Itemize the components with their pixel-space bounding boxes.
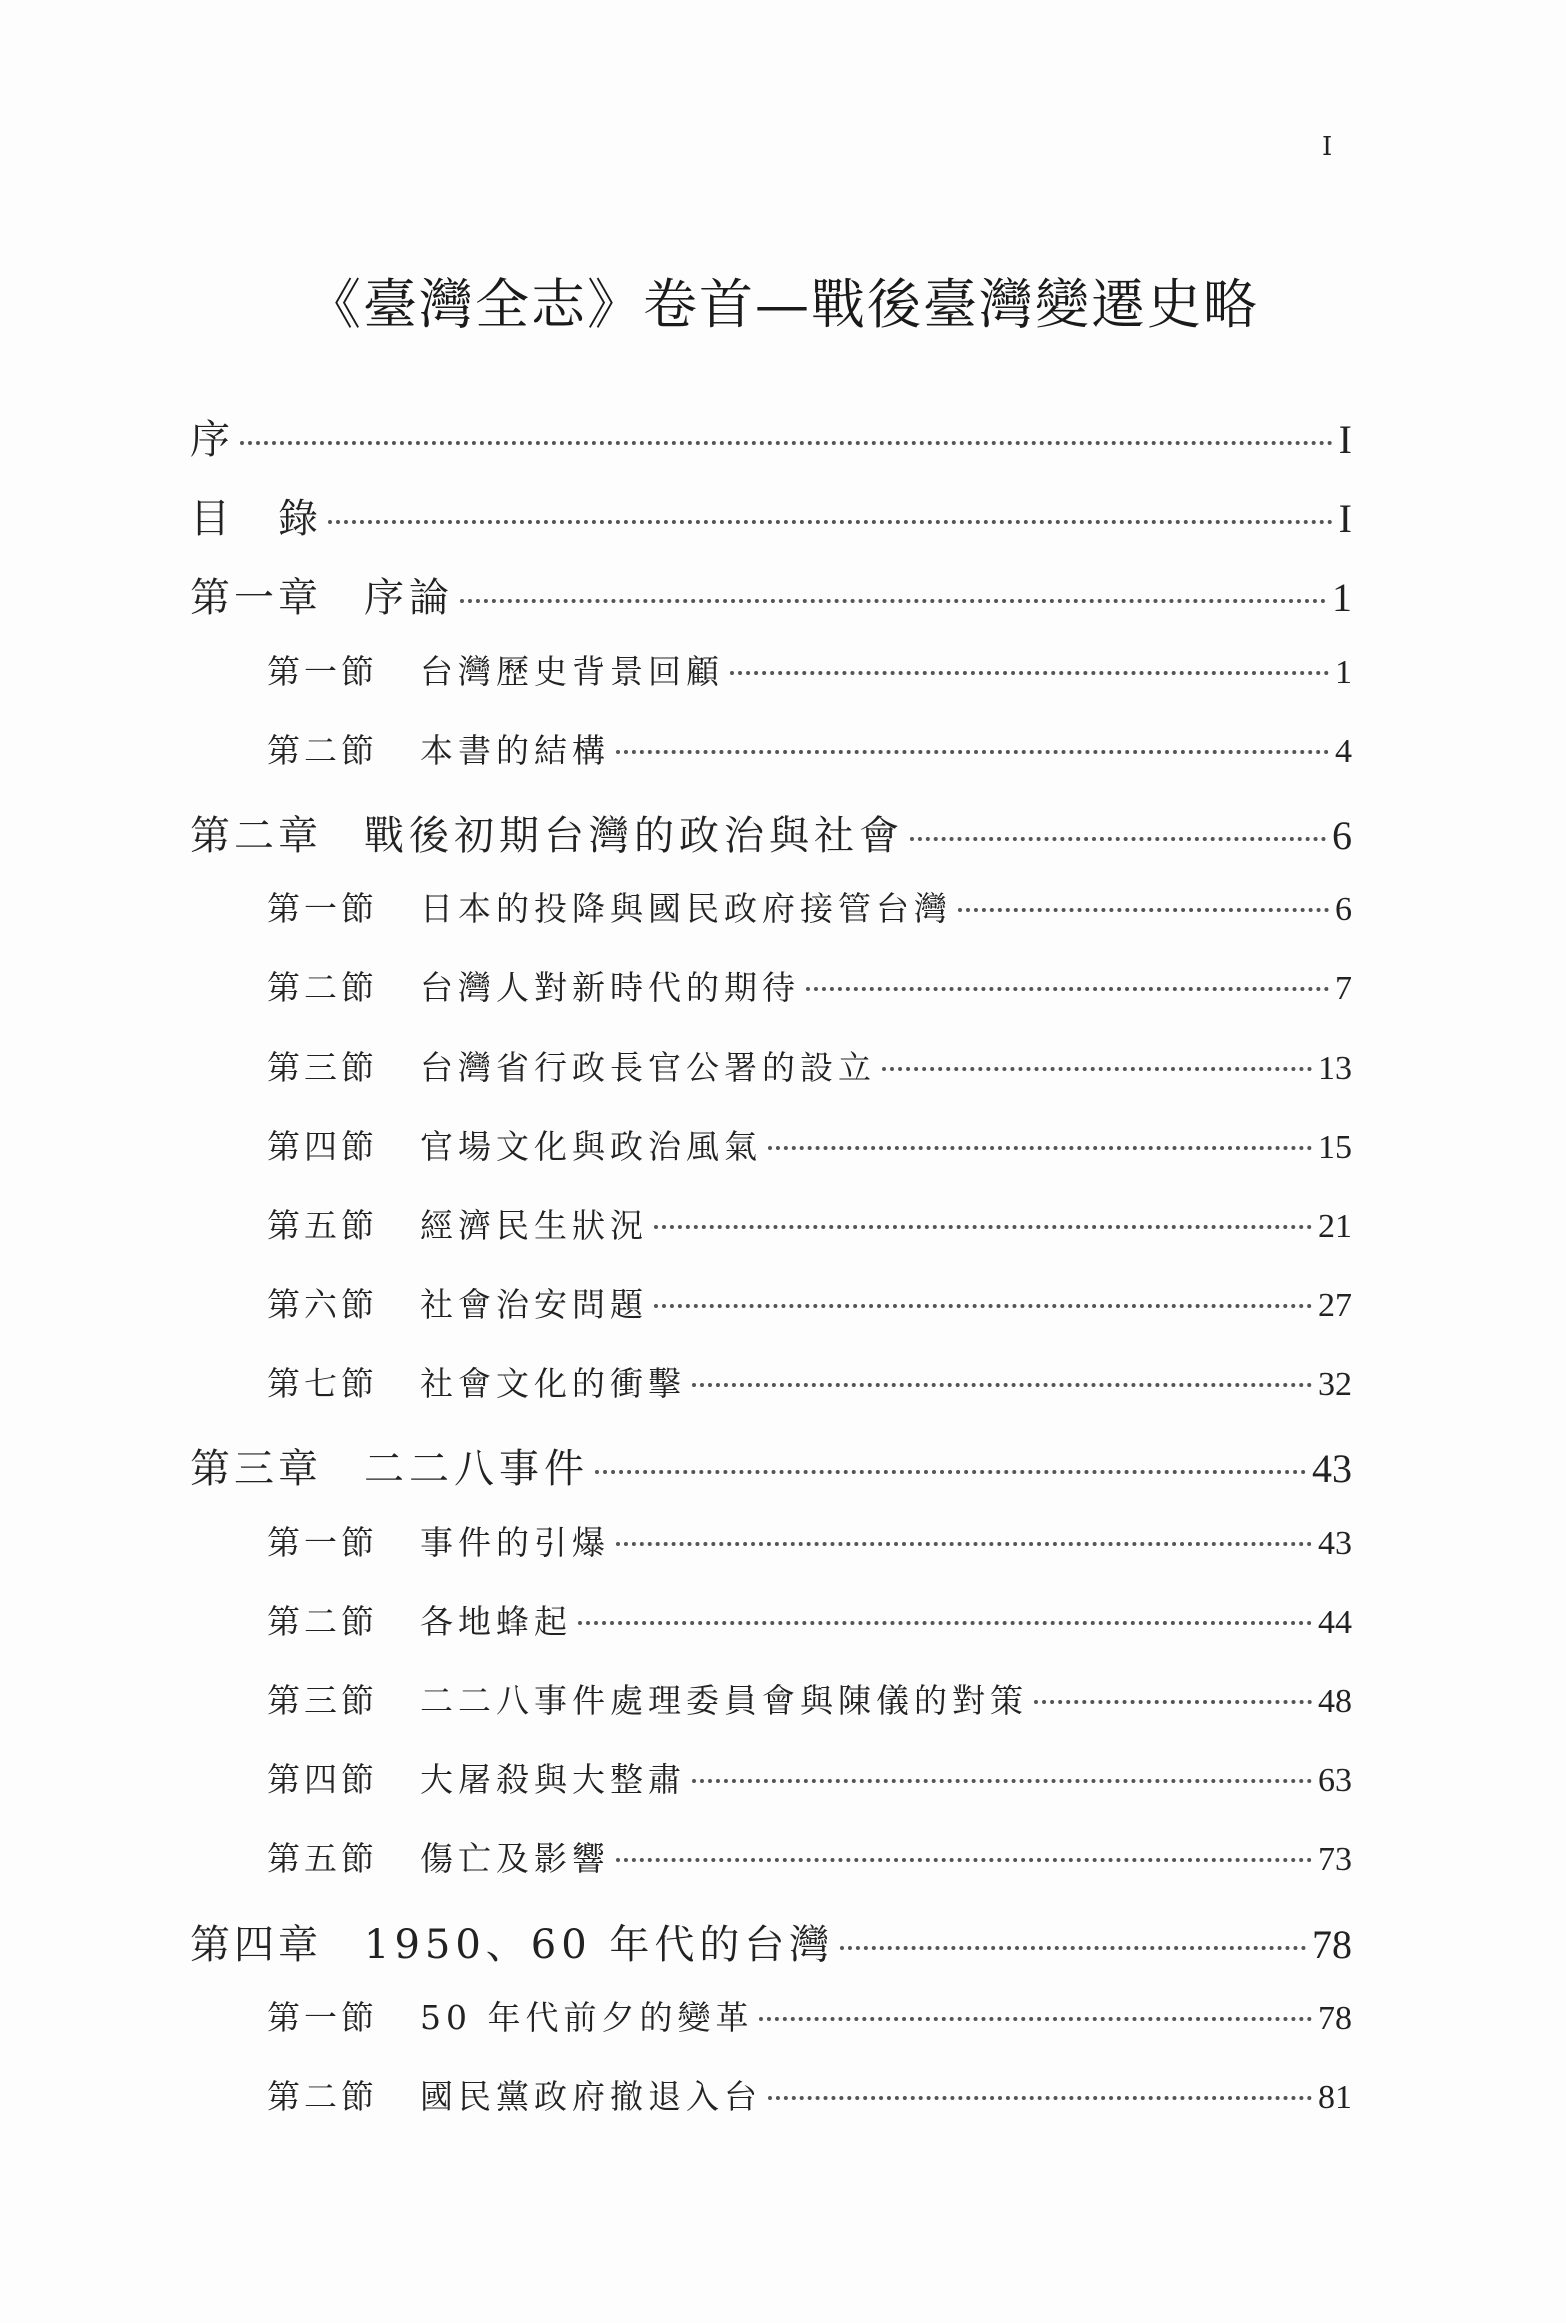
leader-dots [654, 1304, 1312, 1308]
entry-number: 第一章 [190, 575, 322, 622]
entry-number: 第六節 [267, 1285, 378, 1325]
entry-number: 第三節 [267, 1681, 378, 1720]
leader-dots [654, 1225, 1312, 1229]
entry-number: 第二節 [267, 2076, 378, 2116]
toc-chapter-entry[interactable] [190, 1913, 1352, 1992]
entry-number: 第四章 [190, 1921, 322, 1968]
entry-page-number: 78 [1312, 1921, 1352, 1967]
toc-chapter-entry[interactable] [190, 408, 1352, 487]
entry-page-number: 6 [1335, 891, 1352, 929]
entry-page-number: 4 [1335, 732, 1352, 770]
entry-title: 50 年代前夕的變革 [420, 1997, 754, 2037]
entry-number: 第二章 [190, 812, 322, 859]
leader-dots [578, 1621, 1312, 1625]
entry-title: 事件的引爆 [420, 1522, 610, 1562]
entry-page-number: 1 [1335, 653, 1352, 691]
leader-dots [328, 520, 1333, 524]
entry-title: 各地蜂起 [420, 1601, 572, 1641]
entry-number: 第四節 [267, 1760, 378, 1800]
table-of-contents [190, 408, 1352, 2150]
entry-title: 序論 [364, 575, 454, 622]
entry-number: 第五節 [267, 1839, 378, 1879]
leader-dots [910, 837, 1326, 841]
entry-page-number: 48 [1318, 1683, 1352, 1720]
toc-chapter-entry[interactable] [190, 1437, 1352, 1516]
leader-dots [1034, 1700, 1312, 1704]
toc-section-entry[interactable] [190, 1042, 1352, 1121]
entry-page-number: 81 [1318, 2078, 1352, 2116]
leader-dots [958, 908, 1329, 912]
leader-dots [730, 671, 1329, 675]
entry-page-number: 21 [1318, 1207, 1352, 1245]
leader-dots [768, 2096, 1312, 2100]
entry-number: 第三節 [267, 1047, 378, 1087]
entry-page-number: 27 [1318, 1287, 1352, 1325]
entry-page-number: 15 [1318, 1128, 1352, 1166]
entry-title: 台灣人對新時代的期待 [420, 968, 800, 1008]
toc-section-entry[interactable] [190, 883, 1352, 962]
leader-dots [840, 1946, 1306, 1950]
toc-section-entry[interactable] [190, 1121, 1352, 1200]
leader-dots [595, 1470, 1306, 1474]
entry-title: 國民黨政府撤退入台 [420, 2076, 762, 2116]
entry-title: 台灣歷史背景回顧 [420, 651, 724, 691]
leader-dots [616, 1858, 1312, 1862]
entry-number: 第四節 [267, 1126, 378, 1166]
leader-dots [759, 2017, 1312, 2021]
toc-section-entry[interactable] [190, 1358, 1352, 1437]
toc-chapter-entry[interactable] [190, 804, 1352, 883]
toc-section-entry[interactable] [190, 725, 1352, 804]
entry-number: 第一節 [267, 1997, 378, 2037]
leader-dots [692, 1779, 1312, 1783]
entry-title: 傷亡及影響 [420, 1839, 610, 1879]
leader-dots [692, 1383, 1312, 1387]
page-number: I [1322, 132, 1333, 162]
toc-section-entry[interactable] [190, 2071, 1352, 2150]
entry-number: 第二節 [267, 730, 378, 770]
entry-title: 台灣省行政長官公署的設立 [420, 1047, 876, 1087]
leader-dots [460, 599, 1326, 603]
entry-number: 目 錄 [190, 496, 322, 543]
toc-section-entry[interactable] [190, 1517, 1352, 1596]
entry-number: 第一節 [267, 651, 378, 691]
entry-page-number: 43 [1312, 1446, 1352, 1492]
toc-section-entry[interactable] [190, 1754, 1352, 1833]
entry-page-number: 32 [1318, 1366, 1352, 1404]
entry-title: 日本的投降與國民政府接管台灣 [420, 889, 952, 929]
entry-page-number: 43 [1318, 1524, 1352, 1562]
leader-dots [616, 1542, 1312, 1546]
entry-title: 1950、60 年代的台灣 [364, 1921, 835, 1968]
entry-number: 第三章 [190, 1446, 322, 1493]
leader-dots [882, 1067, 1312, 1071]
entry-title: 社會文化的衝擊 [420, 1364, 686, 1404]
entry-page-number: 1 [1332, 575, 1352, 621]
entry-page-number: 13 [1318, 1049, 1352, 1087]
entry-page-number: 44 [1318, 1603, 1352, 1641]
entry-title: 二二八事件 [364, 1446, 589, 1493]
entry-page-number: I [1338, 417, 1352, 462]
leader-dots [806, 987, 1329, 991]
entry-page-number: 6 [1332, 812, 1352, 858]
entry-page-number: 7 [1335, 970, 1352, 1008]
toc-section-entry[interactable] [190, 1675, 1352, 1754]
entry-page-number: 73 [1318, 1841, 1352, 1879]
leader-dots [616, 750, 1329, 754]
entry-title: 戰後初期台灣的政治與社會 [364, 812, 904, 859]
entry-number: 第一節 [267, 889, 378, 929]
document-title: 《臺灣全志》卷首—戰後臺灣變遷史略 [307, 273, 1259, 336]
entry-number: 第一節 [267, 1522, 378, 1562]
toc-section-entry[interactable] [190, 962, 1352, 1041]
toc-section-entry[interactable] [190, 646, 1352, 725]
entry-title: 本書的結構 [420, 730, 610, 770]
entry-page-number: I [1338, 496, 1352, 542]
entry-number: 第七節 [267, 1364, 378, 1404]
entry-page-number: 78 [1318, 1999, 1352, 2037]
entry-title: 官場文化與政治風氣 [420, 1126, 762, 1166]
toc-section-entry[interactable] [190, 1200, 1352, 1279]
entry-number: 第五節 [267, 1205, 378, 1245]
entry-number: 第二節 [267, 968, 378, 1008]
toc-section-entry[interactable] [190, 1833, 1352, 1912]
toc-section-entry[interactable] [190, 1992, 1352, 2071]
toc-chapter-entry[interactable] [190, 487, 1352, 566]
leader-dots [768, 1146, 1312, 1150]
entry-number: 第二節 [267, 1601, 378, 1641]
toc-section-entry[interactable] [190, 1279, 1352, 1358]
entry-title: 社會治安問題 [420, 1285, 648, 1325]
entry-number: 序 [190, 417, 234, 463]
entry-title: 經濟民生狀況 [420, 1205, 648, 1245]
entry-title: 二二八事件處理委員會與陳儀的對策 [420, 1681, 1028, 1720]
toc-chapter-entry[interactable] [190, 566, 1352, 645]
entry-page-number: 63 [1318, 1762, 1352, 1800]
toc-section-entry[interactable] [190, 1596, 1352, 1675]
entry-title: 大屠殺與大整肅 [420, 1760, 686, 1800]
leader-dots [240, 441, 1333, 445]
